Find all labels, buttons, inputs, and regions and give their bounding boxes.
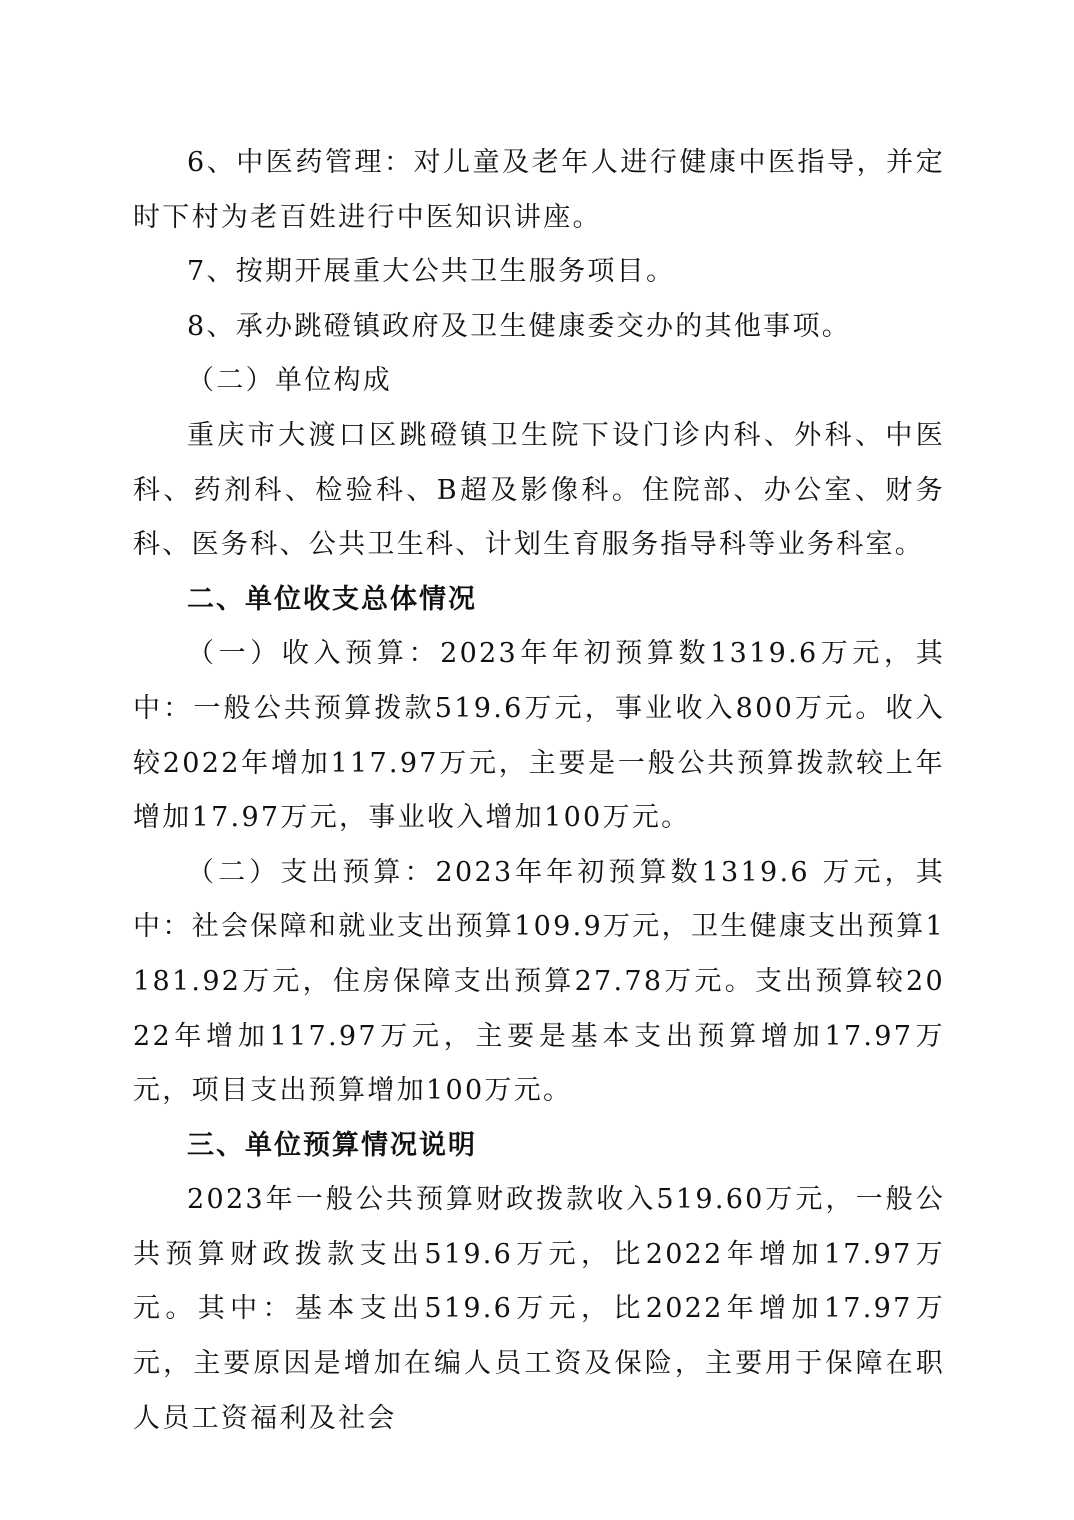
subheading-unit-composition: （二）单位构成	[187, 365, 393, 397]
document-body	[133, 136, 945, 1446]
paragraph-expenditure-budget: （二）支出预算：2023年年初预算数1319.6 万元，其中：社会保障和就业支出预算109.9万元，卫生健康支出预算1181.92万元，住房保障支出预算27.78万元。支出预算较2022年增加117.97万元，主要是基本支出预算增加17.97万元，项目支出预算增加100万元。	[133, 856, 945, 1107]
paragraph-public-health-projects: 7、按期开展重大公共卫生服务项目。	[187, 256, 676, 288]
heading-overall-income-expenditure: 二、单位收支总体情况	[187, 583, 477, 615]
paragraph-income-budget: （一）收入预算：2023年年初预算数1319.6万元，其中：一般公共预算拨款519.6万元，事业收入800万元。收入较2022年增加117.97万元，主要是一般公共预算拨款较上年增加17.97万元，事业收入增加100万元。	[133, 638, 945, 834]
paragraph-other-matters: 8、承办跳磴镇政府及卫生健康委交办的其他事项。	[187, 310, 852, 342]
paragraph-unit-composition: 重庆市大渡口区跳磴镇卫生院下设门诊内科、外科、中医科、药剂科、检验科、B超及影像科。住院部、办公室、财务科、医务科、公共卫生科、计划生育服务指导科等业务科室。	[133, 419, 945, 561]
paragraph-tcm-management: 6、中医药管理：对儿童及老年人进行健康中医指导，并定时下村为老百姓进行中医知识讲座。	[133, 147, 945, 233]
heading-budget-explanation: 三、单位预算情况说明	[187, 1129, 477, 1161]
paragraph-budget-explanation: 2023年一般公共预算财政拨款收入519.60万元，一般公共预算财政拨款支出519.6万元，比2022年增加17.97万元。其中：基本支出519.6万元，比2022年增加17.97万元，主要原因是增加在编人员工资及保险，主要用于保障在职人员工资福利及社会	[133, 1184, 945, 1434]
